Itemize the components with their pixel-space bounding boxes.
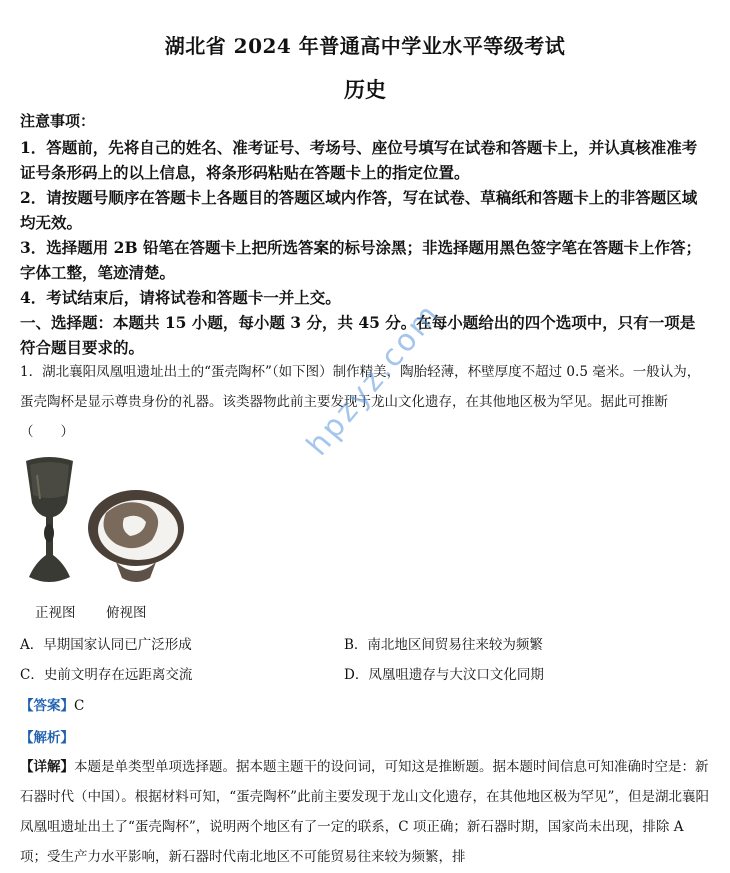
option-a: A．早期国家认同已广泛形成	[20, 637, 192, 653]
answer-value: C	[74, 698, 85, 714]
detail-label: 【详解】	[20, 759, 74, 775]
detail-text: 本题是单类型单项选择题。据本题主题干的设问词，可知这是推断题。据本题时间信息可知准确时空是：新石器时代（中国）。根据材料可知，“蛋壳陶杯”此前主要发现于龙山文化遗存，在其他地区极为罕见”，但是湖北襄阳凤凰咀遗址出土了“蛋壳陶杯”，说明两个地区有了一定的联系，C 项正确；新石器时期，国家尚未出现，排除 A 项；受生产力水平影响，新石器时代南北地区不可能贸易往来较为频繁，排	[20, 759, 709, 865]
exam-title: 湖北省 2024 年普通高中学业水平等级考试	[164, 34, 566, 58]
exam-subject: 历史	[344, 77, 386, 102]
option-b: B．南北地区间贸易往来较为频繁	[344, 637, 543, 653]
note-item-2: 2．请按题号顺序在答题卡上各题目的答题区域内作答，写在试卷、草稿纸和答题卡上的非答题区域均无效。	[20, 188, 698, 232]
analysis-label: 【解析】	[20, 730, 74, 746]
note-item-3: 3．选择题用 2B 铅笔在答题卡上把所选答案的标号涂黑；非选择题用黑色签字笔在答题卡上作答；字体工整，笔迹清楚。	[20, 238, 701, 282]
note-item-4: 4．考试结束后，请将试卷和答题卡一并上交。	[20, 288, 341, 307]
cup-top-view-image	[86, 488, 186, 586]
cup-front-view-image	[22, 455, 77, 587]
question-stem: 1．湖北襄阳凤凰咀遗址出土的“蛋壳陶杯”（如下图）制作精美，陶胎轻薄，杯壁厚度不超过 0.5 毫米。一般认为，蛋壳陶杯是显示尊贵身份的礼器。该类器物此前主要发现于龙山文化遗存，在其他地区极为罕见。据此可推断（ ）	[20, 364, 701, 440]
notes-heading: 注意事项：	[20, 112, 96, 130]
option-d: D．凤凰咀遗存与大汶口文化同期	[344, 667, 544, 683]
answer-label: 【答案】	[20, 698, 74, 714]
option-c: C．史前文明存在远距离交流	[20, 667, 193, 683]
note-item-1: 1．答题前，先将自己的姓名、准考证号、考场号、座位号填写在试卷和答题卡上，并认真核准准考证号条形码上的以上信息，将条形码粘贴在答题卡上的指定位置。	[20, 138, 698, 182]
detail-paragraph	[20, 752, 710, 872]
watermark: hpzyz.com	[300, 296, 448, 463]
caption-front-view: 正视图	[35, 605, 76, 621]
section-heading: 一、选择题：本题共 15 小题，每小题 3 分，共 45 分。在每小题给出的四个选项中，只有一项是符合题目要求的。	[20, 313, 696, 357]
caption-top-view: 俯视图	[106, 605, 147, 621]
answer-line	[20, 694, 84, 714]
